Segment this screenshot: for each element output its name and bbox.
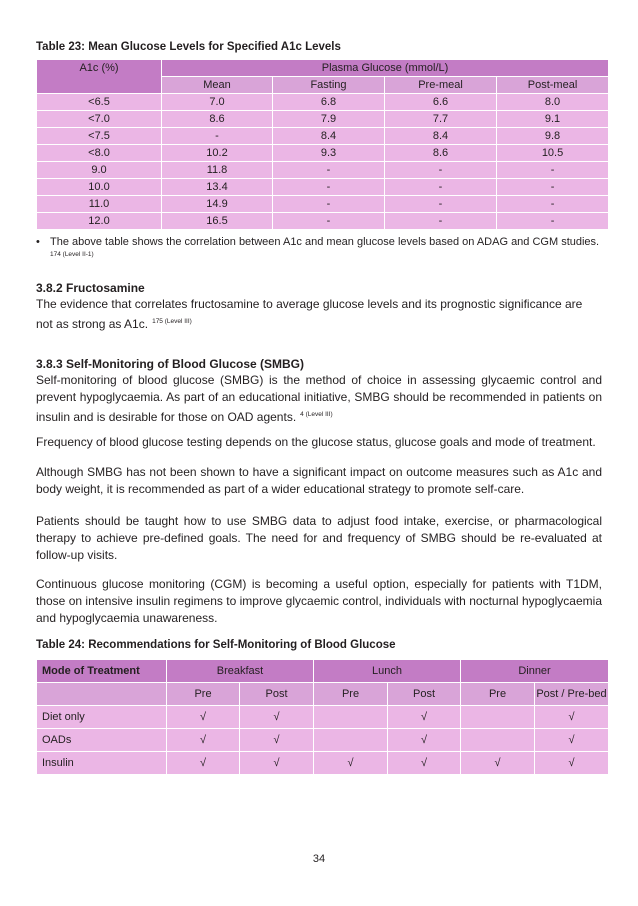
table-cell: 8.6: [162, 111, 273, 128]
table-cell: 13.4: [162, 179, 273, 196]
table23-subheader: Pre-meal: [385, 77, 497, 94]
table-row: [37, 111, 609, 128]
row-label: Insulin: [37, 752, 167, 775]
section-383-heading: 3.8.3 Self-Monitoring of Blood Glucose (SMBG): [36, 357, 305, 371]
row-label: <8.0: [37, 145, 162, 162]
table-cell: 11.8: [162, 162, 273, 179]
table-cell: [314, 729, 388, 752]
table-cell: -: [497, 213, 609, 230]
table-cell: 9.3: [273, 145, 385, 162]
section-383-p1-ref: 4 (Level III): [300, 411, 333, 418]
table24-subheader-blank: [37, 683, 167, 706]
table23-subheader: Fasting: [273, 77, 385, 94]
page-number: 34: [312, 853, 326, 865]
table-cell: √: [240, 729, 314, 752]
section-382-ref: 175 (Level III): [152, 318, 192, 325]
table-row: [37, 162, 609, 179]
table-cell: -: [385, 213, 497, 230]
table-cell: 8.4: [385, 128, 497, 145]
row-label: <7.5: [37, 128, 162, 145]
table-cell: 7.0: [162, 94, 273, 111]
table-row: [37, 179, 609, 196]
table-row: [37, 196, 609, 213]
table-cell: √: [388, 706, 461, 729]
row-label: 12.0: [37, 213, 162, 230]
table-cell: √: [461, 752, 535, 775]
row-label: 11.0: [37, 196, 162, 213]
section-383-p3: Although SMBG has not been shown to have a significant impact on outcome measures such as A1c and body weight, it is recommended as part of a wider educational strategy to promote self-care.: [36, 465, 602, 496]
table23-col-a1c: A1c (%): [37, 60, 162, 94]
table-cell: [461, 706, 535, 729]
table-cell: √: [388, 752, 461, 775]
table-row: [37, 128, 609, 145]
section-383-p5: Continuous glucose monitoring (CGM) is becoming a useful option, especially for patients with T1DM, those on intensive insulin regimens to improve glycaemic control, individuals with nocturnal hypoglycaemia and hypoglycaemia unawareness.: [36, 577, 602, 625]
table-row: [37, 94, 609, 111]
table23-note: [36, 236, 616, 248]
table-cell: 6.6: [385, 94, 497, 111]
table-cell: 14.9: [162, 196, 273, 213]
table23-note-text: The above table shows the correlation between A1c and mean glucose levels based on ADAG and CGM studies.: [50, 236, 600, 248]
section-383-p1: [36, 372, 602, 426]
table24-subheader: Post: [388, 683, 461, 706]
table-cell: √: [240, 752, 314, 775]
table-cell: -: [497, 179, 609, 196]
row-label: Diet only: [37, 706, 167, 729]
table24-col-mode: Mode of Treatment: [37, 660, 167, 683]
table-cell: √: [388, 729, 461, 752]
table23-subheader: Mean: [162, 77, 273, 94]
table24-subheader: Post / Pre-bed: [535, 683, 609, 706]
table-cell: 10.5: [497, 145, 609, 162]
row-label: 10.0: [37, 179, 162, 196]
table-cell: -: [273, 196, 385, 213]
table-cell: -: [385, 179, 497, 196]
table24-subheader: Pre: [167, 683, 240, 706]
table-cell: √: [167, 706, 240, 729]
table-cell: -: [497, 196, 609, 213]
table-row: [37, 729, 609, 752]
table-row: [37, 752, 609, 775]
table-cell: 8.4: [273, 128, 385, 145]
table24-group-lunch: Lunch: [314, 660, 461, 683]
table-row: [37, 145, 609, 162]
table24-group-dinner: Dinner: [461, 660, 609, 683]
table-cell: 8.0: [497, 94, 609, 111]
row-label: 9.0: [37, 162, 162, 179]
row-label: OADs: [37, 729, 167, 752]
table-cell: 7.7: [385, 111, 497, 128]
section-383-p4: Patients should be taught how to use SMBG data to adjust food intake, exercise, or pharmacological therapy to achieve pre-defined goals. The need for and frequency of SMBG should be re-evaluated at follow-up visits.: [36, 514, 602, 562]
table-cell: 10.2: [162, 145, 273, 162]
table-cell: √: [535, 729, 609, 752]
table-cell: 16.5: [162, 213, 273, 230]
section-383-p1-body: Self-monitoring of blood glucose (SMBG) is the method of choice in assessing glycaemic control and prevent hypoglycaemia. As part of an educational initiative, SMBG should be recommended in patients on insulin and is desirable for those on OAD agents.: [36, 373, 602, 424]
section-383-p2: Frequency of blood glucose testing depends on the glucose status, glucose goals and mode of treatment.: [36, 435, 596, 449]
table23-caption: Table 23: Mean Glucose Levels for Specified A1c Levels: [36, 41, 341, 53]
table-cell: [461, 729, 535, 752]
table-cell: -: [385, 196, 497, 213]
table-cell: -: [162, 128, 273, 145]
table-cell: -: [385, 162, 497, 179]
table24: [36, 659, 609, 775]
table-cell: √: [167, 729, 240, 752]
table-cell: [314, 706, 388, 729]
table-cell: 6.8: [273, 94, 385, 111]
table-cell: -: [273, 213, 385, 230]
table23-group-header: Plasma Glucose (mmol/L): [162, 60, 609, 77]
table-row: [37, 706, 609, 729]
table23: [36, 59, 609, 230]
table-cell: -: [497, 162, 609, 179]
table-cell: 8.6: [385, 145, 497, 162]
row-label: <6.5: [37, 94, 162, 111]
table-cell: √: [535, 706, 609, 729]
table24-group-breakfast: Breakfast: [167, 660, 314, 683]
table24-subheader: Pre: [461, 683, 535, 706]
section-382-body: The evidence that correlates fructosamine to average glucose levels and its prognostic significance are not as strong as A1c.: [36, 297, 583, 331]
section-382-heading: 3.8.2 Fructosamine: [36, 281, 145, 295]
table24-subheader: Pre: [314, 683, 388, 706]
table24-subheader: Post: [240, 683, 314, 706]
section-382-text: [36, 296, 596, 333]
table23-subheader: Post-meal: [497, 77, 609, 94]
table-cell: √: [240, 706, 314, 729]
table-cell: √: [314, 752, 388, 775]
table-cell: 9.8: [497, 128, 609, 145]
table-cell: -: [273, 179, 385, 196]
table23-note-ref: 174 (Level II-1): [50, 251, 94, 258]
bullet-icon: •: [36, 236, 40, 248]
table24-caption: Table 24: Recommendations for Self-Monitoring of Blood Glucose: [36, 639, 396, 651]
table-cell: √: [535, 752, 609, 775]
table-cell: 9.1: [497, 111, 609, 128]
table-row: [37, 213, 609, 230]
table-cell: 7.9: [273, 111, 385, 128]
table-cell: √: [167, 752, 240, 775]
row-label: <7.0: [37, 111, 162, 128]
table-cell: -: [273, 162, 385, 179]
